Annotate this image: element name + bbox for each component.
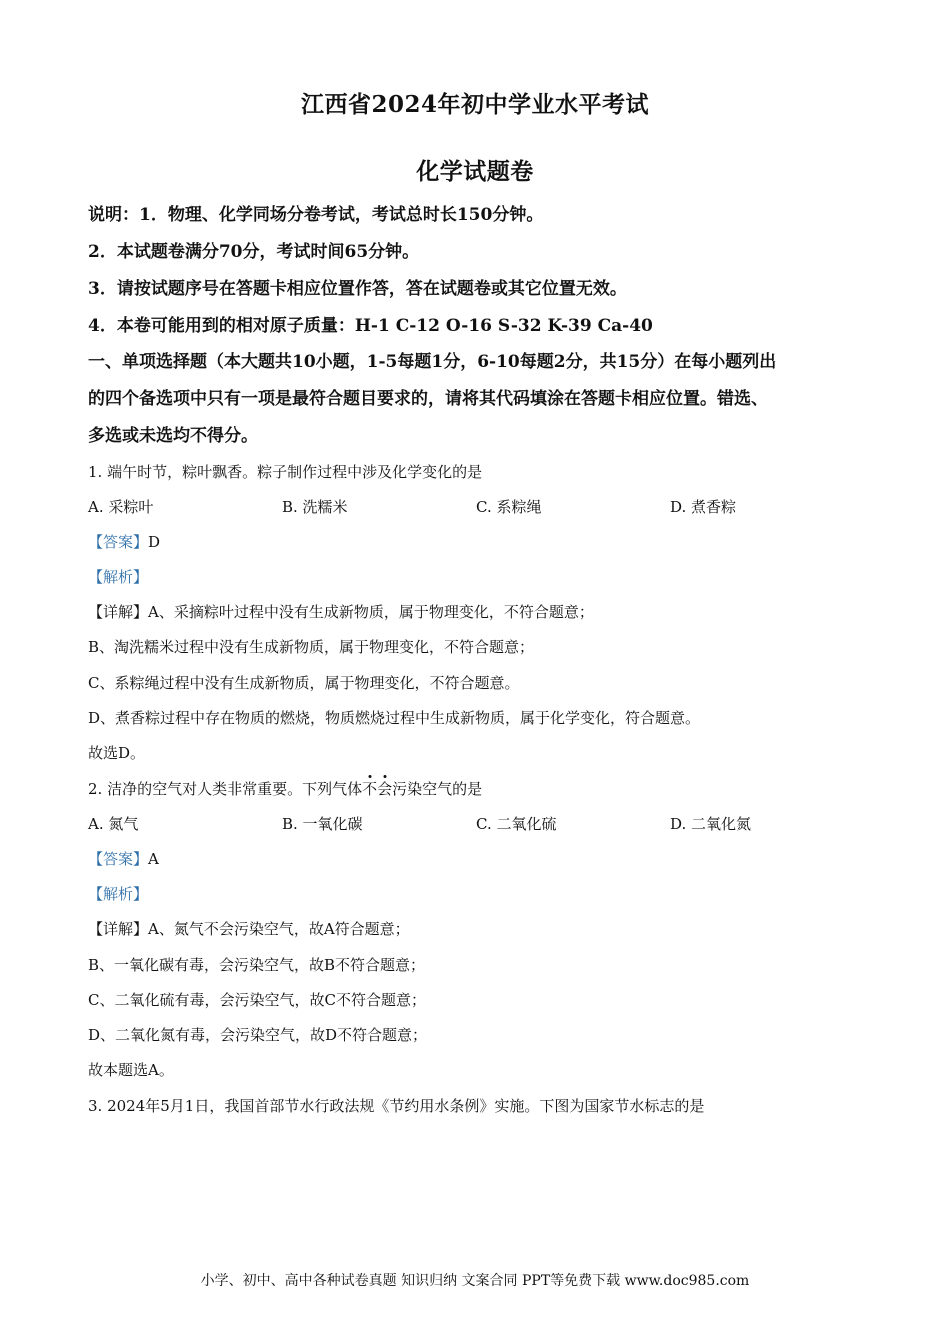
q1-option-d: D. 煮香粽 xyxy=(670,498,737,516)
q1-detail-a: A、采摘粽叶过程中没有生成新物质，属于物理变化，不符合题意； xyxy=(148,603,594,621)
q3-stem: 3. 2024年5月1日，我国首部节水行政法规《节约用水条例》实施。下图为国家节水标志的是 xyxy=(88,1097,705,1115)
q2-stem xyxy=(88,779,482,799)
q1-answer-value: D xyxy=(148,533,161,551)
detail-label: 【详解】 xyxy=(88,603,149,621)
q2-stem-start: 2. 洁净的空气对人类非常重要。下列气体 xyxy=(88,780,363,798)
q2-detail-row xyxy=(88,919,410,939)
exam-subtitle: 化学试题卷 xyxy=(416,158,534,185)
instruction-1: 说明：1．物理、化学同场分卷考试，考试总时长150分钟。 xyxy=(88,205,544,225)
q1-answer-row xyxy=(88,532,160,552)
q1-option-c: C. 系粽绳 xyxy=(476,498,542,516)
q2-emphasis-char-2: 会 xyxy=(377,780,393,798)
q2-emphasis-char-1: 不 xyxy=(362,780,378,798)
q2-option-b: B. 一氧化碳 xyxy=(282,815,363,833)
instruction-2: 2．本试题卷满分70分，考试时间65分钟。 xyxy=(88,242,420,262)
q2-stem-end: 污染空气的是 xyxy=(392,780,483,798)
page-footer: 小学、初中、高中各种试卷真题 知识归纳 文案合同 PPT等免费下载 www.doc985.com xyxy=(200,1273,750,1289)
q2-option-a: A. 氮气 xyxy=(88,815,139,833)
q2-answer-value: A xyxy=(148,850,159,868)
q2-option-c: C. 二氧化硫 xyxy=(476,815,557,833)
q2-detail-c: C、二氧化硫有毒，会污染空气，故C不符合题意； xyxy=(88,991,426,1009)
section-heading-line-1: 一、单项选择题（本大题共10小题，1-5每题1分，6-10每题2分，共15分）在每小题列出 xyxy=(88,352,777,372)
q1-option-b: B. 洗糯米 xyxy=(282,498,348,516)
q1-detail-row xyxy=(88,602,594,622)
detail-label: 【详解】 xyxy=(88,920,149,938)
section-heading-line-2: 的四个备选项中只有一项是最符合题目要求的，请将其代码填涂在答题卡相应位置。错选、 xyxy=(88,389,768,409)
section-heading-line-3: 多选或未选均不得分。 xyxy=(88,426,258,446)
q1-detail-d: D、煮香粽过程中存在物质的燃烧，物质燃烧过程中生成新物质，属于化学变化，符合题意。 xyxy=(88,709,701,727)
q1-conclusion: 故选D。 xyxy=(88,744,146,762)
q1-stem: 1. 端午时节，粽叶飘香。粽子制作过程中涉及化学变化的是 xyxy=(88,463,483,481)
q1-detail-b: B、淘洗糯米过程中没有生成新物质，属于物理变化，不符合题意； xyxy=(88,638,535,656)
q2-detail-d: D、二氧化氮有毒，会污染空气，故D不符合题意； xyxy=(88,1026,428,1044)
q2-analysis-label: 【解析】 xyxy=(88,885,149,903)
q2-answer-row xyxy=(88,849,159,869)
q1-analysis-label: 【解析】 xyxy=(88,568,149,586)
q2-detail-b: B、一氧化碳有毒，会污染空气，故B不符合题意； xyxy=(88,956,426,974)
q1-detail-c: C、系粽绳过程中没有生成新物质，属于物理变化，不符合题意。 xyxy=(88,674,520,692)
instruction-3: 3．请按试题序号在答题卡相应位置作答，答在试题卷或其它位置无效。 xyxy=(88,279,627,299)
answer-label: 【答案】 xyxy=(88,850,149,868)
exam-title: 江西省2024年初中学业水平考试 xyxy=(300,91,649,118)
instruction-4: 4．本卷可能用到的相对原子质量：H-1 C-12 O-16 S-32 K-39 Ca-40 xyxy=(88,316,653,336)
answer-label: 【答案】 xyxy=(88,533,149,551)
q2-option-d: D. 二氧化氮 xyxy=(670,815,752,833)
q1-option-a: A. 采粽叶 xyxy=(88,498,154,516)
q2-conclusion: 故本题选A。 xyxy=(88,1061,174,1079)
q2-detail-a: A、氮气不会污染空气，故A符合题意； xyxy=(148,920,410,938)
